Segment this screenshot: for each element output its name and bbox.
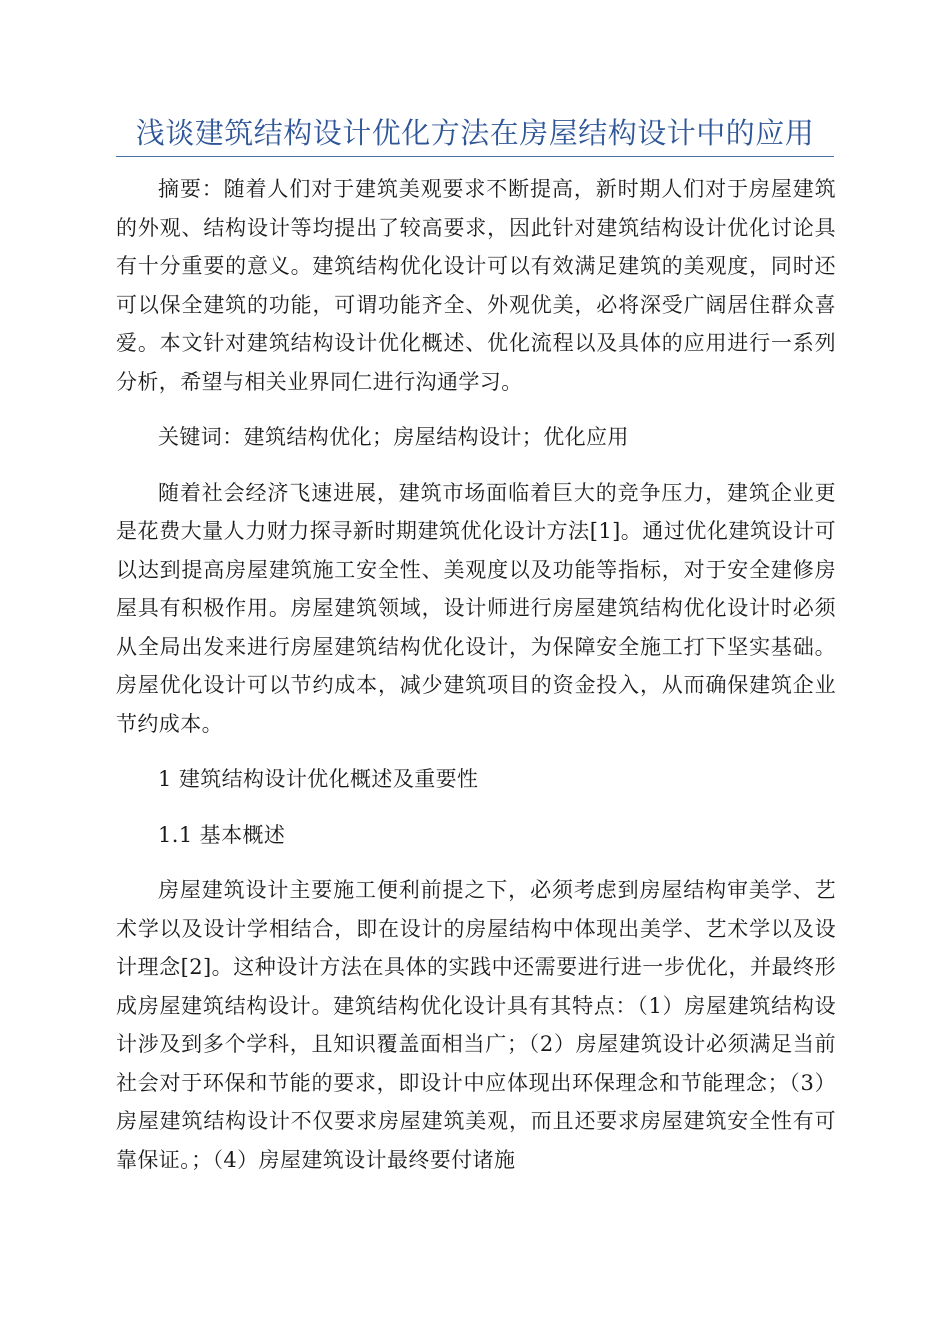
section-1-1-paragraph: 房屋建筑设计主要施工便利前提之下，必须考虑到房屋结构审美学、艺术学以及设计学相结合，即在设计的房屋结构中体现出美学、艺术学以及设计理念[2]。这种设计方法在具体的实践中还需要进行进一步优化，并最终形成房屋建筑结构设计。建筑结构优化设计具有其特点：（1）房屋建筑结构设计涉及到多个学科，且知识覆盖面相当广；（2）房屋建筑设计必须满足当前社会对于环保和节能的要求，即设计中应体现出环保理念和节能理念；（3）房屋建筑结构设计不仅要求房屋建筑美观，而且还要求房屋建筑安全性有可靠保证。；（4）房屋建筑设计最终要付诸施 (116, 878, 836, 1172)
title-block (116, 110, 834, 157)
document-body (116, 170, 836, 1179)
page-title: 浅谈建筑结构设计优化方法在房屋结构设计中的应用 (135, 116, 815, 150)
section-1-1-heading: 1.1 基本概述 (158, 822, 286, 847)
intro-paragraph: 随着社会经济飞速进展，建筑市场面临着巨大的竞争压力，建筑企业更是花费大量人力财力探寻新时期建筑优化设计方法[1]。通过优化建筑设计可以达到提高房屋建筑施工安全性、美观度以及功能等指标，对于安全建修房屋具有积极作用。房屋建筑领域，设计师进行房屋建筑结构优化设计时必须从全局出发来进行房屋建筑结构优化设计，为保障安全施工打下坚实基础。房屋优化设计可以节约成本，减少建筑项目的资金投入，从而确保建筑企业节约成本。 (116, 480, 836, 736)
abstract-paragraph: 摘要：随着人们对于建筑美观要求不断提高，新时期人们对于房屋建筑的外观、结构设计等均提出了较高要求，因此针对建筑结构设计优化讨论具有十分重要的意义。建筑结构优化设计可以有效满足建筑的美观度，同时还可以保全建筑的功能，可谓功能齐全、外观优美，必将深受广阔居住群众喜爱。本文针对建筑结构设计优化概述、优化流程以及具体的应用进行一系列分析，希望与相关业界同仁进行沟通学习。 (116, 177, 836, 394)
keywords-paragraph: 关键词：建筑结构优化；房屋结构设计；优化应用 (158, 425, 629, 449)
section-1-heading: 1 建筑结构设计优化概述及重要性 (158, 767, 479, 791)
